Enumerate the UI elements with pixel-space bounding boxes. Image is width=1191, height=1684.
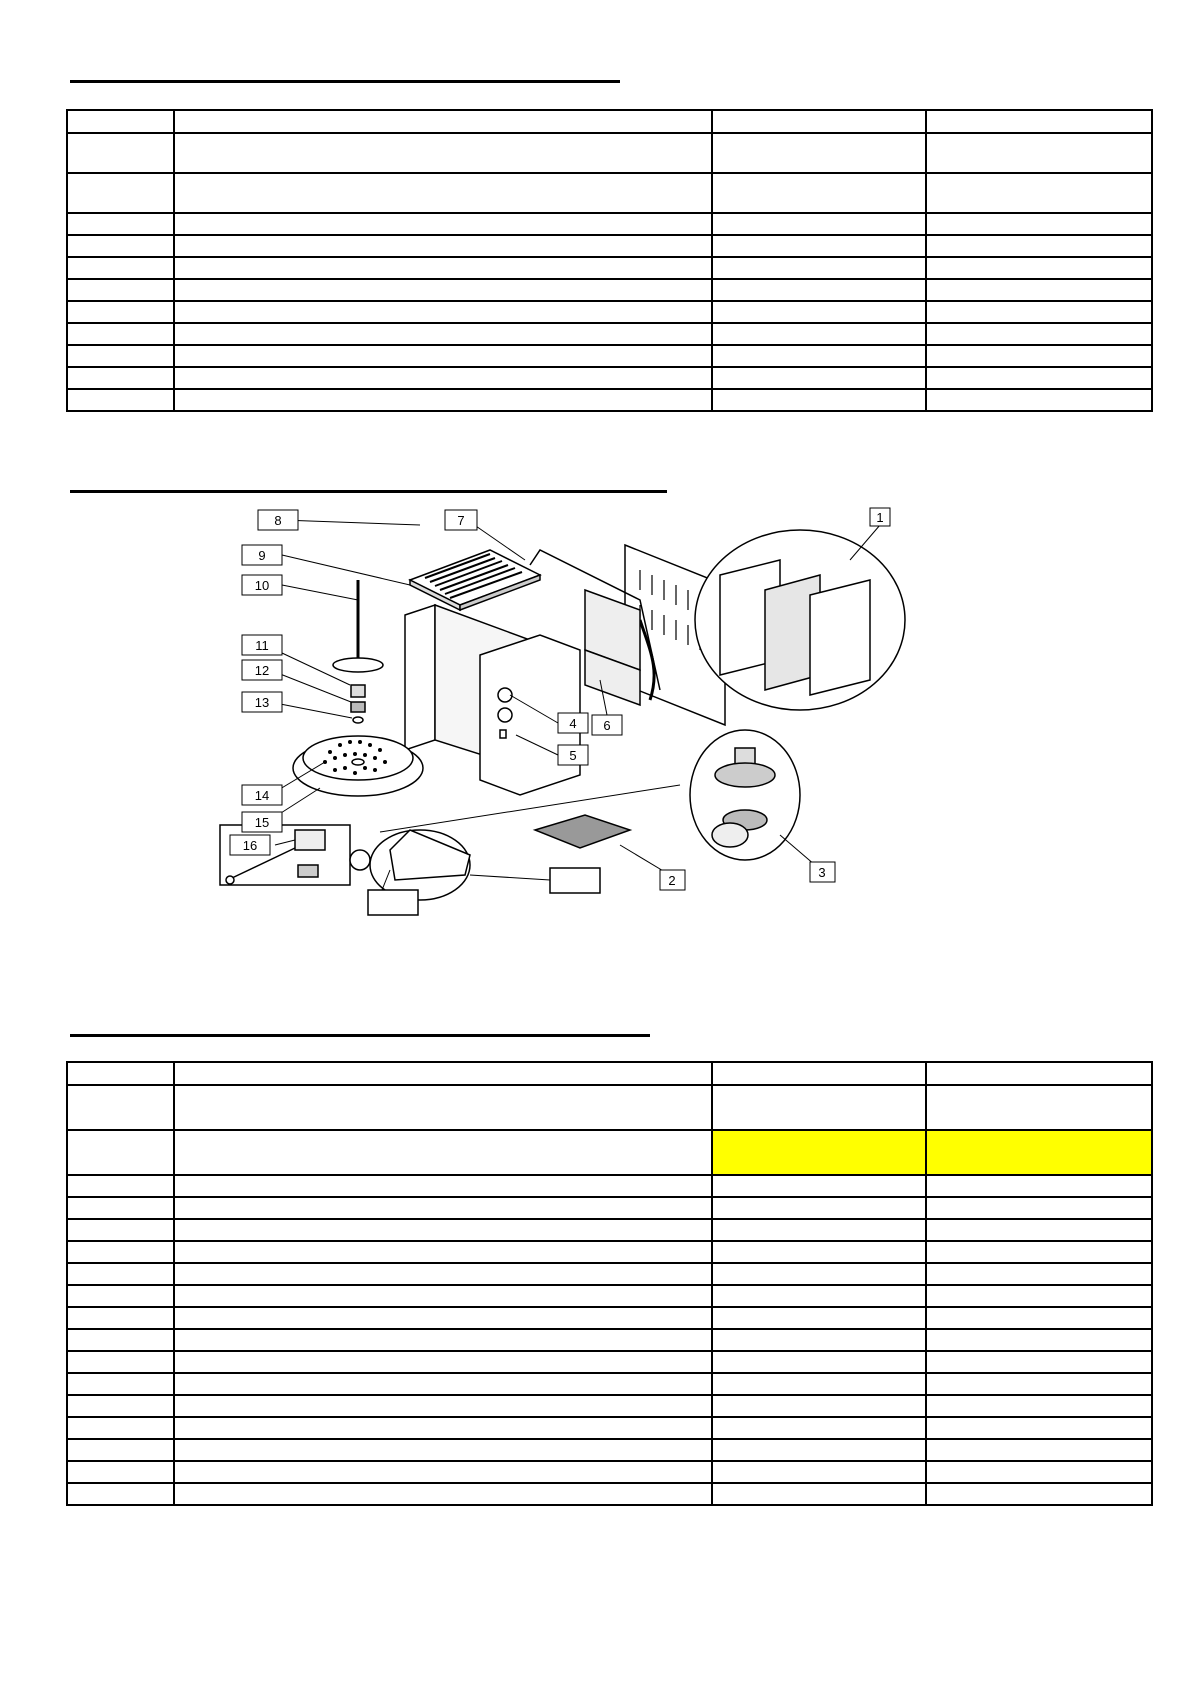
svg-text:9: 9	[258, 548, 266, 563]
table-cell	[67, 1417, 174, 1439]
table-cell	[67, 257, 174, 279]
table-cell	[926, 279, 1152, 301]
table-row	[67, 389, 1152, 411]
callout-13	[242, 692, 282, 712]
table-cell	[712, 235, 926, 257]
table-cell	[712, 213, 926, 235]
table-cell	[712, 1329, 926, 1351]
table-cell	[712, 1373, 926, 1395]
table-cell	[174, 173, 712, 213]
table-header-cell	[712, 110, 926, 133]
table-header-cell	[67, 110, 174, 133]
table-cell	[712, 1285, 926, 1307]
svg-text:15: 15	[254, 815, 270, 830]
table-row	[67, 1197, 1152, 1219]
table-cell	[926, 1130, 1152, 1175]
table-header-cell	[926, 110, 1152, 133]
table-cell	[926, 1241, 1152, 1263]
callout-3	[810, 862, 835, 882]
table-row	[67, 1329, 1152, 1351]
table-cell	[926, 1395, 1152, 1417]
table-row	[67, 1373, 1152, 1395]
table-cell	[926, 235, 1152, 257]
table-cell	[67, 389, 174, 411]
table-cell	[174, 1285, 712, 1307]
table-cell	[174, 1307, 712, 1329]
table-cell	[926, 301, 1152, 323]
table-cell	[174, 1197, 712, 1219]
table-cell	[926, 1483, 1152, 1505]
callout-2	[660, 870, 685, 890]
section3-parts-table	[66, 1061, 1153, 1506]
table-cell	[712, 323, 926, 345]
table-cell	[926, 345, 1152, 367]
flat-grid-drawing	[535, 815, 630, 848]
table-header-cell	[712, 1062, 926, 1085]
table-cell	[67, 1241, 174, 1263]
table-cell	[926, 213, 1152, 235]
table-cell	[174, 323, 712, 345]
table-row	[67, 1395, 1152, 1417]
table-cell	[67, 1130, 174, 1175]
table-cell	[926, 1175, 1152, 1197]
frame-drawing	[405, 605, 580, 795]
table-header-cell	[67, 1062, 174, 1085]
svg-text:6: 6	[603, 718, 611, 733]
table-cell	[926, 1373, 1152, 1395]
table-cell	[67, 1085, 174, 1130]
table-row	[67, 1307, 1152, 1329]
table-header-cell	[174, 1062, 712, 1085]
svg-text:2: 2	[668, 873, 676, 888]
table-cell	[926, 389, 1152, 411]
table-cell	[67, 345, 174, 367]
table-row	[67, 279, 1152, 301]
svg-text:14: 14	[254, 788, 270, 803]
burner-detail-drawing	[695, 530, 905, 710]
table-cell	[926, 1285, 1152, 1307]
table-cell	[67, 1373, 174, 1395]
table-cell	[174, 1417, 712, 1439]
table-cell	[174, 235, 712, 257]
table-cell	[67, 1461, 174, 1483]
table-cell	[174, 213, 712, 235]
table-cell	[712, 301, 926, 323]
table-cell	[926, 1307, 1152, 1329]
svg-text:4: 4	[569, 716, 577, 731]
table-row	[67, 1285, 1152, 1307]
table-row	[67, 1483, 1152, 1505]
table-cell	[67, 1395, 174, 1417]
table-cell	[67, 1439, 174, 1461]
table-row	[67, 1085, 1152, 1130]
table-cell	[67, 1175, 174, 1197]
table-cell	[67, 1351, 174, 1373]
table-cell	[67, 1329, 174, 1351]
table-cell	[712, 1175, 926, 1197]
table-row	[67, 1219, 1152, 1241]
callout-9	[242, 545, 282, 565]
table-cell	[712, 133, 926, 173]
table-row	[67, 301, 1152, 323]
table-cell	[712, 1307, 926, 1329]
table-header-cell	[926, 1062, 1152, 1085]
table-cell	[926, 1329, 1152, 1351]
table-cell	[174, 1351, 712, 1373]
table-row	[67, 1130, 1152, 1175]
svg-text:11: 11	[255, 638, 269, 653]
exploded-parts-diagram	[220, 510, 960, 990]
table-cell	[712, 1219, 926, 1241]
table-header-row	[67, 110, 1152, 133]
table-cell	[174, 279, 712, 301]
table-cell	[926, 133, 1152, 173]
svg-text:13: 13	[254, 695, 270, 710]
table-cell	[712, 1085, 926, 1130]
svg-text:8: 8	[274, 513, 282, 528]
table-row	[67, 1351, 1152, 1373]
table-cell	[926, 1263, 1152, 1285]
table-cell	[174, 1483, 712, 1505]
table-cell	[174, 1439, 712, 1461]
table-cell	[926, 323, 1152, 345]
table-row	[67, 367, 1152, 389]
table-cell	[174, 1241, 712, 1263]
table-row	[67, 235, 1152, 257]
svg-text:12: 12	[254, 663, 270, 678]
table-cell	[174, 389, 712, 411]
callout-11	[242, 635, 282, 655]
table-row	[67, 1461, 1152, 1483]
table-row	[67, 323, 1152, 345]
table-cell	[174, 345, 712, 367]
table-cell	[712, 345, 926, 367]
table-cell	[712, 1241, 926, 1263]
table-cell	[67, 323, 174, 345]
table-cell	[67, 213, 174, 235]
table-cell	[712, 1483, 926, 1505]
table-cell	[926, 1197, 1152, 1219]
table-cell	[926, 173, 1152, 213]
table-header-cell	[174, 110, 712, 133]
table-cell	[174, 367, 712, 389]
table-row	[67, 213, 1152, 235]
table-cell	[926, 1439, 1152, 1461]
table-row	[67, 1417, 1152, 1439]
table-cell	[926, 367, 1152, 389]
table-row	[67, 1241, 1152, 1263]
svg-text:1: 1	[876, 510, 884, 525]
table-row	[67, 173, 1152, 213]
table-cell	[712, 173, 926, 213]
table-cell	[174, 1373, 712, 1395]
callout-4	[558, 713, 588, 733]
svg-text:16: 16	[242, 838, 258, 853]
table-cell	[174, 1085, 712, 1130]
drip-tray-drawing	[293, 736, 423, 796]
table-cell	[712, 279, 926, 301]
callout-14	[242, 785, 282, 805]
callout-8	[258, 510, 298, 530]
section2-title-underline	[70, 490, 667, 493]
table-cell	[174, 1395, 712, 1417]
table-cell	[67, 173, 174, 213]
table-row	[67, 1263, 1152, 1285]
table-cell	[174, 1329, 712, 1351]
table-cell	[174, 301, 712, 323]
callout-15	[242, 812, 282, 832]
table-cell	[926, 1219, 1152, 1241]
table-cell	[712, 1439, 926, 1461]
table-cell	[174, 1219, 712, 1241]
table-cell	[712, 1417, 926, 1439]
table-header-row	[67, 1062, 1152, 1085]
table-cell	[174, 1130, 712, 1175]
table-cell	[712, 1395, 926, 1417]
table-cell	[67, 1285, 174, 1307]
table-cell	[926, 257, 1152, 279]
table-cell	[67, 133, 174, 173]
table-row	[67, 1439, 1152, 1461]
table-cell	[67, 1307, 174, 1329]
table-cell	[174, 133, 712, 173]
callout-1	[870, 508, 890, 526]
table-cell	[926, 1461, 1152, 1483]
table-cell	[67, 279, 174, 301]
table-cell	[67, 235, 174, 257]
callout-7	[445, 510, 477, 530]
table-cell	[712, 1351, 926, 1373]
table-cell	[174, 257, 712, 279]
section1-title-underline	[70, 80, 620, 83]
callout-10	[242, 575, 282, 595]
callout-5	[558, 745, 588, 765]
burner-plates-drawing	[585, 590, 640, 705]
table-cell	[174, 1461, 712, 1483]
top-grill-drawing	[410, 550, 540, 610]
table-cell	[712, 1263, 926, 1285]
table-cell	[926, 1085, 1152, 1130]
table-cell	[926, 1351, 1152, 1373]
table-row	[67, 345, 1152, 367]
svg-text:5: 5	[569, 748, 577, 763]
section1-parts-table	[66, 109, 1153, 412]
table-row	[67, 133, 1152, 173]
table-cell	[67, 1197, 174, 1219]
callout-6	[592, 715, 622, 735]
table-cell	[174, 1263, 712, 1285]
table-cell	[67, 1483, 174, 1505]
table-cell	[712, 1461, 926, 1483]
table-row	[67, 1175, 1152, 1197]
table-cell	[712, 257, 926, 279]
bearing-detail-drawing	[690, 730, 800, 860]
table-cell	[174, 1175, 712, 1197]
table-cell	[712, 367, 926, 389]
table-cell	[712, 1197, 926, 1219]
svg-text:10: 10	[254, 578, 270, 593]
skewer-drawing	[333, 580, 383, 723]
section3-title-underline	[70, 1034, 650, 1037]
table-cell	[67, 1219, 174, 1241]
table-cell	[926, 1417, 1152, 1439]
svg-text:7: 7	[457, 513, 465, 528]
table-cell	[712, 389, 926, 411]
callout-12	[242, 660, 282, 680]
table-cell	[67, 301, 174, 323]
callout-16	[230, 835, 270, 855]
table-cell	[712, 1130, 926, 1175]
table-cell	[67, 367, 174, 389]
callout-unlabeled-right	[550, 868, 600, 893]
svg-text:3: 3	[818, 865, 826, 880]
callout-unlabeled-left	[368, 890, 418, 915]
table-cell	[67, 1263, 174, 1285]
table-row	[67, 257, 1152, 279]
